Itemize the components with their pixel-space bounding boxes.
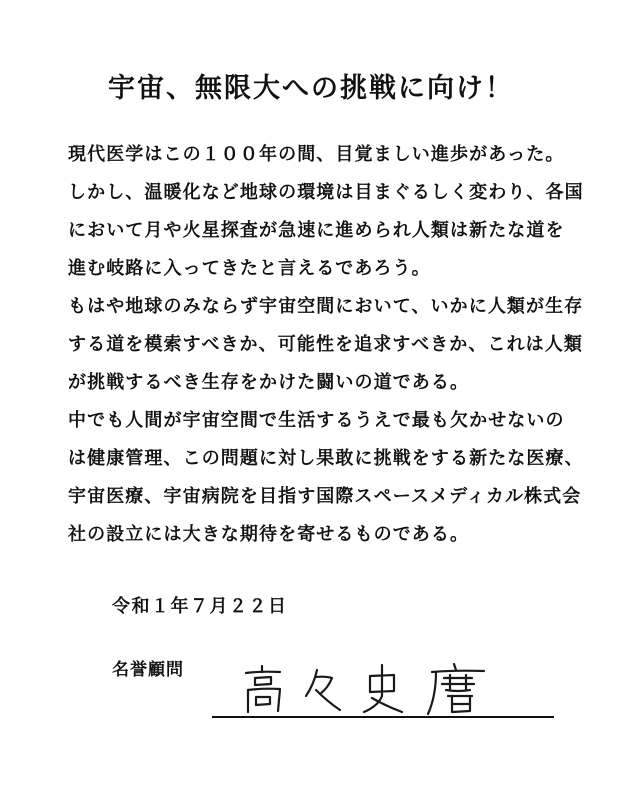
- honorary-advisor-title: 名誉顧問: [112, 660, 184, 680]
- body-line: しかし、温暖化など地球の環境は目まぐるしく変わり、各国: [68, 182, 584, 203]
- body-line: 進む岐路に入ってきたと言えるであろう。: [68, 258, 431, 279]
- document-title: 宇宙、無限大への挑戦に向け！: [108, 73, 514, 104]
- body-line: 社の設立には大きな期待を寄せるものである。: [68, 524, 470, 545]
- body-line: において月や火星探査が急速に進められ人類は新たな道を: [68, 220, 565, 241]
- body-line: もはや地球のみならず宇宙空間において、いかに人類が生存: [68, 296, 584, 317]
- signature-line: [212, 716, 554, 718]
- document-date: 令和１年７月２２日: [112, 596, 288, 617]
- body-text: [68, 136, 584, 554]
- body-line: は健康管理、この問題に対し果敢に挑戦をする新たな医療、: [68, 448, 584, 469]
- body-line: 現代医学はこの１００年の間、目覚ましい進歩があった。: [68, 144, 565, 165]
- body-line: 宇宙医療、宇宙病院を目指す国際スペースメディカル株式会: [68, 486, 582, 507]
- body-line: する道を模索すべきか、可能性を追求すべきか、これは人類: [68, 334, 583, 355]
- body-line: 中でも人間が宇宙空間で生活するうえで最も欠かせないの: [68, 410, 565, 431]
- handwritten-signature: [222, 660, 542, 720]
- body-line: が挑戦するべき生存をかけた闘いの道である。: [68, 372, 470, 393]
